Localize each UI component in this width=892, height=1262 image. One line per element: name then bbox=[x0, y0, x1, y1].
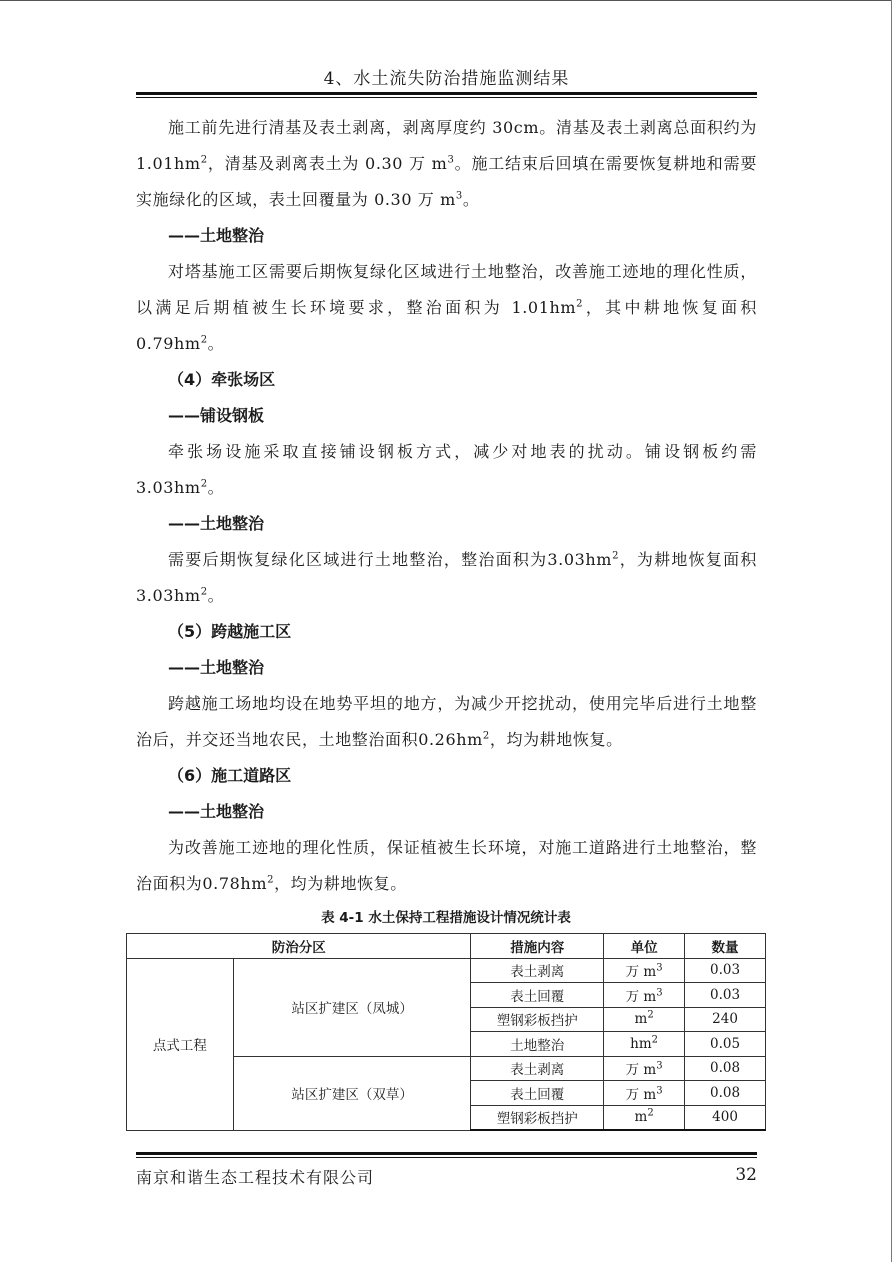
unit-cell bbox=[604, 1081, 685, 1106]
footer-rule-thin bbox=[136, 1157, 757, 1158]
qty-cell: 0.03 bbox=[685, 958, 766, 983]
superscript: 3 bbox=[455, 190, 463, 202]
superscript: 2 bbox=[612, 550, 620, 562]
paragraph-crossing-land-rehab bbox=[136, 686, 757, 758]
paragraph-text: ，均为耕地恢复。 bbox=[489, 730, 623, 749]
measure-cell: 表土剥离 bbox=[471, 958, 604, 983]
unit-text: 万 m bbox=[625, 964, 657, 981]
category-cell: 点式工程 bbox=[127, 958, 234, 1130]
superscript: 2 bbox=[200, 334, 208, 346]
paragraph-text: 需要后期恢复绿化区域进行土地整治，整治面积为3.03hm bbox=[168, 550, 613, 569]
paragraph-text: ，均为耕地恢复。 bbox=[274, 874, 407, 893]
paragraph-text: 牵张场设施采取直接铺设钢板方式，减少对地表的扰动。铺设钢板约需 3.03hm bbox=[136, 442, 757, 497]
unit-superscript: 2 bbox=[647, 1009, 654, 1021]
unit-superscript: 3 bbox=[656, 1060, 663, 1072]
qty-cell: 0.08 bbox=[685, 1056, 766, 1081]
header-rule-thin bbox=[136, 97, 757, 98]
page-top-border bbox=[0, 0, 892, 1]
qty-cell: 0.08 bbox=[685, 1081, 766, 1106]
unit-text: 万 m bbox=[625, 1062, 657, 1079]
paragraph-text: ，其中耕地恢复面积 0.79hm bbox=[136, 298, 757, 353]
footer-rule bbox=[136, 1152, 757, 1155]
unit-text: m bbox=[634, 1109, 648, 1126]
zone-cell: 站区扩建区（凤城） bbox=[233, 958, 471, 1056]
unit-cell bbox=[604, 1105, 685, 1130]
paragraph-road-land-rehab bbox=[136, 830, 757, 902]
section-heading-construction-road: （6）施工道路区 bbox=[168, 766, 292, 785]
unit-cell bbox=[604, 1007, 685, 1032]
paragraph-text: 。施工结束后回填在需要恢复耕地和需要实施绿化的区域，表土回覆量为 0.30 万 m bbox=[136, 154, 757, 209]
header-cell-unit: 单位 bbox=[604, 934, 685, 959]
unit-text: hm bbox=[630, 1035, 652, 1052]
section-heading-tension-site: （4）牵张场区 bbox=[168, 370, 276, 389]
measure-cell: 土地整治 bbox=[471, 1032, 604, 1057]
paragraph-tower-land-rehab bbox=[136, 254, 757, 362]
superscript: 2 bbox=[200, 154, 208, 166]
superscript: 2 bbox=[482, 730, 490, 742]
paragraph-text: 。 bbox=[207, 586, 225, 605]
paragraph-text: 施工前先进行清基及表土剥离，剥离厚度约 30cm。清基及表土剥离总面积约为 1.01hm bbox=[136, 118, 757, 173]
subheading-steel-plate: ——铺设钢板 bbox=[168, 406, 265, 425]
paragraph-text: 跨越施工场地均设在地势平坦的地方，为减少开挖扰动，使用完毕后进行土地整治后，并交还当地农民，土地整治面积0.26hm bbox=[136, 694, 757, 749]
unit-cell bbox=[604, 983, 685, 1008]
paragraph-steel-plate bbox=[136, 434, 757, 506]
paragraph-text: 。 bbox=[207, 334, 225, 353]
superscript: 2 bbox=[267, 874, 275, 886]
unit-cell bbox=[604, 958, 685, 983]
unit-superscript: 3 bbox=[656, 962, 663, 974]
superscript: 2 bbox=[200, 478, 208, 490]
section-heading-crossing-area: （5）跨越施工区 bbox=[168, 622, 292, 641]
header-cell-qty: 数量 bbox=[685, 934, 766, 959]
subheading-land-rehab: ——土地整治 bbox=[168, 658, 265, 677]
subheading-land-rehab: ——土地整治 bbox=[168, 226, 265, 245]
paragraph-topsoil-stripping bbox=[136, 110, 757, 218]
unit-cell bbox=[604, 1032, 685, 1057]
header-cell-measure: 措施内容 bbox=[471, 934, 604, 959]
qty-cell: 0.03 bbox=[685, 983, 766, 1008]
measures-table bbox=[126, 933, 766, 1131]
paragraph-text: 对塔基施工区需要后期恢复绿化区域进行土地整治，改善施工迹地的理化性质，以满足后期植被生长环境要求，整治面积为 1.01hm bbox=[136, 262, 757, 317]
measure-cell: 表土回覆 bbox=[471, 983, 604, 1008]
header-rule bbox=[136, 92, 757, 95]
measure-cell: 塑钢彩板挡护 bbox=[471, 1105, 604, 1130]
page-number: 32 bbox=[735, 1165, 757, 1185]
qty-cell: 400 bbox=[685, 1105, 766, 1130]
paragraph-text: 为改善施工迹地的理化性质，保证植被生长环境，对施工道路进行土地整治，整治面积为0.78hm bbox=[136, 838, 757, 893]
measure-cell: 表土剥离 bbox=[471, 1056, 604, 1081]
unit-cell bbox=[604, 1056, 685, 1081]
body-content bbox=[136, 110, 757, 902]
superscript: 3 bbox=[447, 154, 455, 166]
qty-cell: 0.05 bbox=[685, 1032, 766, 1057]
unit-text: m bbox=[634, 1011, 648, 1028]
header-cell-zone: 防治分区 bbox=[127, 934, 471, 959]
superscript: 2 bbox=[200, 586, 208, 598]
unit-text: 万 m bbox=[625, 1086, 657, 1103]
qty-cell: 240 bbox=[685, 1007, 766, 1032]
unit-superscript: 2 bbox=[651, 1034, 659, 1046]
unit-text: 万 m bbox=[625, 988, 657, 1005]
subheading-land-rehab: ——土地整治 bbox=[168, 802, 265, 821]
footer-company-name: 南京和谐生态工程技术有限公司 bbox=[136, 1168, 375, 1187]
measure-cell: 塑钢彩板挡护 bbox=[471, 1007, 604, 1032]
table-caption: 表 4-1 水土保持工程措施设计情况统计表 bbox=[321, 910, 571, 926]
paragraph-text: 。 bbox=[207, 478, 225, 497]
unit-superscript: 2 bbox=[647, 1107, 654, 1119]
measure-cell: 表土回覆 bbox=[471, 1081, 604, 1106]
subheading-land-rehab: ——土地整治 bbox=[168, 514, 265, 533]
table-row bbox=[127, 958, 766, 983]
running-header-title: 4、水土流失防治措施监测结果 bbox=[323, 69, 570, 89]
paragraph-text: 。 bbox=[462, 190, 480, 209]
zone-cell: 站区扩建区（双草） bbox=[233, 1056, 471, 1130]
unit-superscript: 3 bbox=[656, 1085, 663, 1097]
paragraph-text: ，清基及剥离表土为 0.30 万 m bbox=[207, 154, 448, 173]
table-header-row bbox=[127, 934, 766, 959]
paragraph-text: ，为耕地恢复面积3.03hm bbox=[136, 550, 757, 605]
superscript: 2 bbox=[576, 298, 584, 310]
unit-superscript: 3 bbox=[656, 987, 663, 999]
paragraph-tension-land-rehab bbox=[136, 542, 757, 614]
